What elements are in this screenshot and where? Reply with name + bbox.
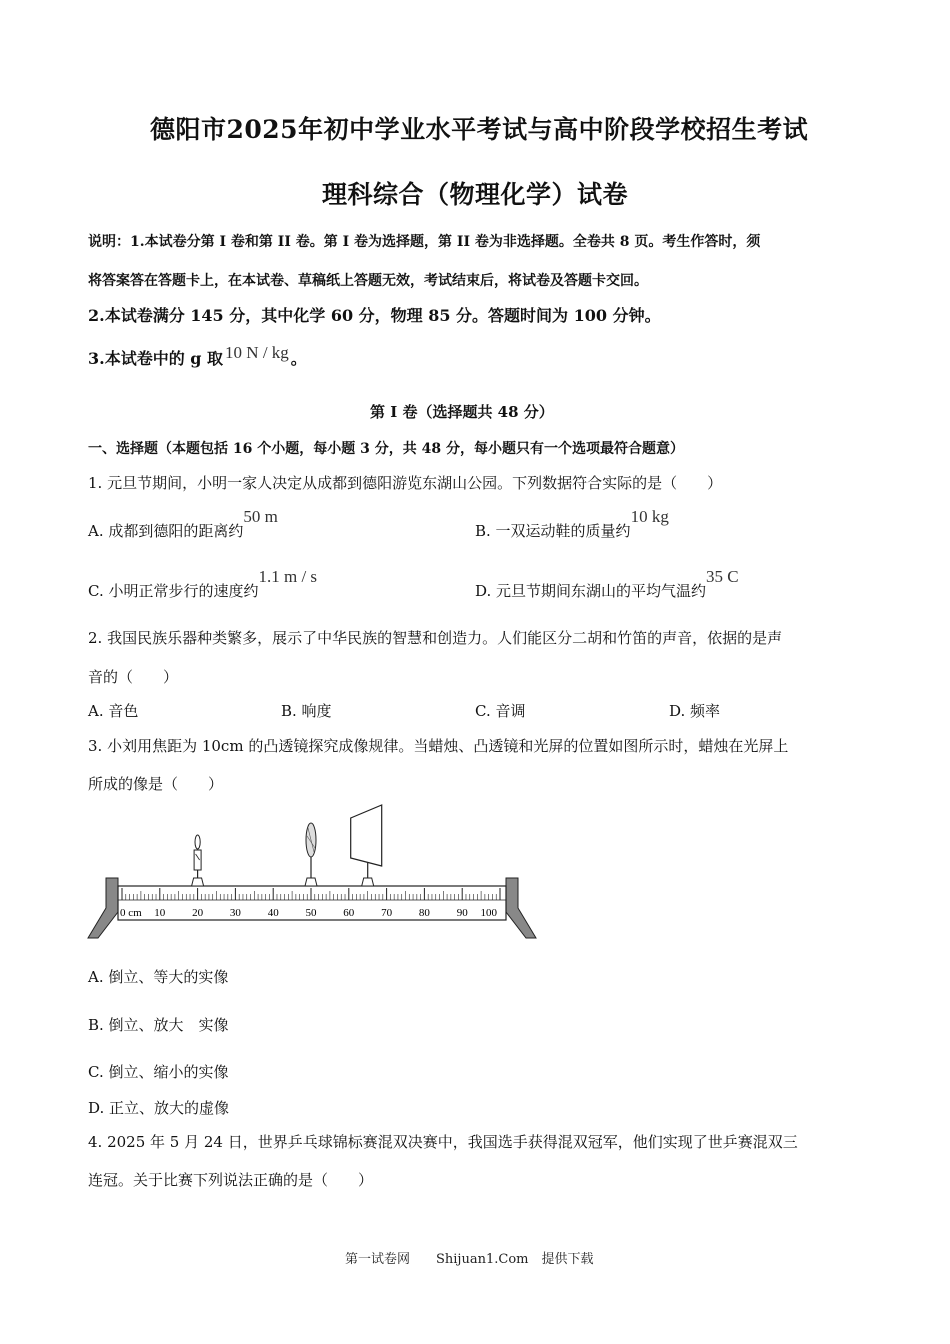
ruler-label: 80 [418, 907, 430, 919]
q1-option-a-text: A. 成都到德阳的距离约 [88, 522, 244, 540]
right-stand [506, 878, 536, 938]
q1-option-b-text: B. 一双运动鞋的质量约 [475, 522, 631, 540]
instructions-line1: 说明：1.本试卷分第 I 卷和第 II 卷。第 I 卷为选择题，第 II 卷为非选择题。全卷共 8 页。考生作答时，须 [88, 234, 761, 250]
ruler-label: 20 [192, 907, 204, 919]
q4-stem-line1: 4. 2025 年 5 月 24 日，世界乒乓球锦标赛混双决赛中，我国选手获得混双冠军，他们实现了世乒赛混双三 [88, 1133, 798, 1151]
page-footer: 第一试卷网 Shijuan1.Com 提供下载 [345, 1252, 594, 1267]
left-stand [88, 878, 118, 938]
section-heading: 第 I 卷（选择题共 48 分） [370, 403, 554, 421]
instructions-line4 [88, 340, 307, 368]
q2-option-a: A. 音色 [88, 702, 139, 720]
q3-option-b: B. 倒立、放大 实像 [88, 1016, 229, 1034]
ruler-label: 90 [456, 907, 468, 919]
q2-stem-line1: 2. 我国民族乐器种类繁多，展示了中华民族的智慧和创造力。人们能区分二胡和竹笛的声音，依据的是声 [88, 629, 783, 647]
instructions-line2: 将答案答在答题卡上，在本试卷、草稿纸上答题无效，考试结束后，将试卷及答题卡交回。 [88, 273, 648, 289]
q2-option-c: C. 音调 [475, 702, 526, 720]
q4-stem-line2: 连冠。关于比赛下列说法正确的是（ ） [88, 1171, 374, 1189]
q1-option-d-text: D. 元旦节期间东湖山的平均气温约 [475, 582, 707, 600]
q3-option-a: A. 倒立、等大的实像 [88, 968, 229, 986]
instructions-g-suffix: 。 [290, 349, 307, 368]
q1-option-c [88, 566, 318, 600]
exam-title-line1: 德阳市2025年初中学业水平考试与高中阶段学校招生考试 [150, 115, 809, 144]
ruler-label: 50 [305, 907, 317, 919]
q3-stem-line2: 所成的像是（ ） [88, 775, 224, 793]
ruler-label: 60 [343, 907, 355, 919]
ruler-label: 30 [229, 907, 241, 919]
candle [192, 835, 204, 886]
exam-title-line2: 理科综合（物理化学）试卷 [322, 180, 629, 209]
q1-option-d [475, 566, 739, 600]
ruler-label: 100 [480, 907, 497, 919]
q1-option-a [88, 506, 278, 540]
q1-option-a-value: 50 m [243, 507, 278, 526]
q2-stem-line2: 音的（ ） [88, 668, 179, 686]
q3-option-d: D. 正立、放大的虚像 [88, 1099, 230, 1117]
ruler-label: 40 [267, 907, 279, 919]
convex-lens [305, 823, 317, 886]
q3-stem-line1: 3. 小刘用焦距为 10cm 的凸透镜探究成像规律。当蜡烛、凸透镜和光屏的位置如图所示时，蜡烛在光屏上 [88, 737, 789, 755]
q2-option-b: B. 响度 [281, 702, 332, 720]
q2-option-d: D. 频率 [669, 702, 721, 720]
q1-option-b [475, 506, 669, 540]
part-title: 一、选择题（本题包括 16 个小题，每小题 3 分，共 48 分，每小题只有一个选项最符合题意） [88, 441, 684, 457]
light-screen [351, 805, 382, 886]
optical-bench-figure [84, 800, 544, 950]
q3-option-c: C. 倒立、缩小的实像 [88, 1063, 229, 1081]
q1-option-d-value: 35 C [706, 567, 739, 586]
instructions-g-value: 10 N / kg [225, 343, 289, 362]
q1-option-c-text: C. 小明正常步行的速度约 [88, 582, 259, 600]
q1-stem: 1. 元旦节期间，小明一家人决定从成都到德阳游览东湖山公园。下列数据符合实际的是（ ） [88, 474, 723, 492]
instructions-g-prefix: 3.本试卷中的 g 取 [88, 349, 224, 368]
ruler-label: 10 [154, 907, 166, 919]
ruler-label: 0 cm [120, 907, 142, 919]
q1-option-b-value: 10 kg [630, 507, 669, 526]
ruler-label: 70 [381, 907, 393, 919]
instructions-line3: 2.本试卷满分 145 分，其中化学 60 分，物理 85 分。答题时间为 100 分钟。 [88, 306, 661, 325]
q1-option-c-value: 1.1 m / s [258, 567, 318, 586]
